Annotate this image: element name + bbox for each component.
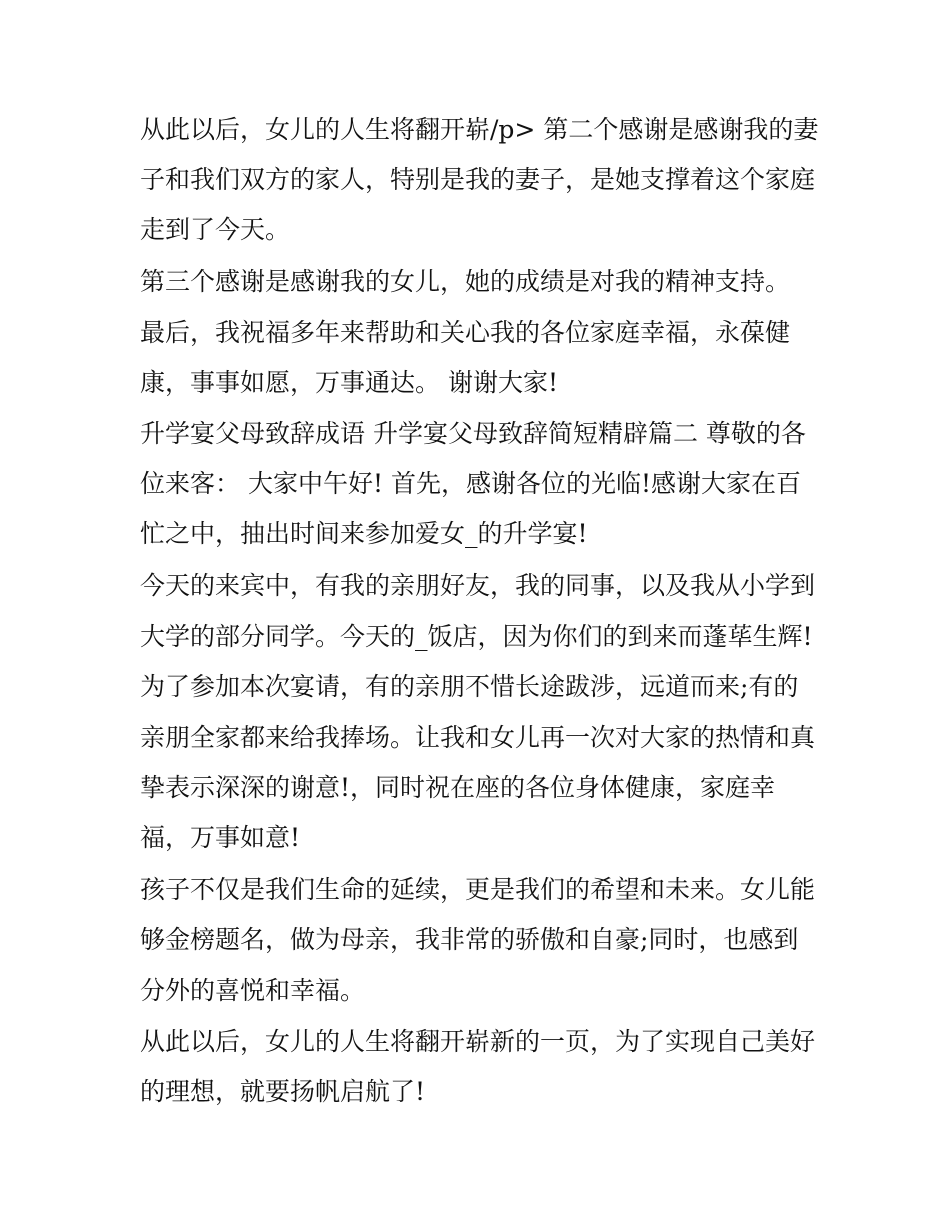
text-line: 从此以后，女儿的人生将翻开崭/p> 第二个感谢是感谢我的妻 — [140, 115, 819, 144]
text-line: 的理想，就要扬帆启航了! — [140, 1077, 426, 1106]
text-line: 今天的来宾中，有我的亲朋好友，我的同事，以及我从小学到 — [140, 571, 816, 600]
text-line: 够金榜题名，做为母亲，我非常的骄傲和自豪;同时，也感到 — [140, 925, 799, 954]
text-line: 从此以后，女儿的人生将翻开崭新的一页，为了实现自己美好 — [140, 1027, 816, 1056]
text-line: 为了参加本次宴请，有的亲朋不惜长途跋涉，远道而来;有的 — [140, 672, 799, 701]
text-line: 第三个感谢是感谢我的女儿，她的成绩是对我的精神支持。 — [140, 267, 791, 296]
text-line: 福，万事如意! — [140, 823, 301, 852]
text-line: 康，事事如愿，万事通达。 谢谢大家! — [140, 368, 558, 397]
text-line: 位来客： 大家中午好! 首先，感谢各位的光临!感谢大家在百 — [140, 469, 801, 498]
text-line: 升学宴父母致辞成语 升学宴父母致辞简短精辟篇二 尊敬的各 — [140, 419, 806, 448]
text-line: 亲朋全家都来给我捧场。让我和女儿再一次对大家的热情和真 — [140, 723, 816, 752]
text-line: 大学的部分同学。今天的_饭店，因为你们的到来而蓬荜生辉! — [140, 622, 813, 651]
text-line: 最后，我祝福多年来帮助和关心我的各位家庭幸福，永葆健 — [140, 318, 791, 347]
text-line: 孩子不仅是我们生命的延续，更是我们的希望和未来。女儿能 — [140, 875, 816, 904]
text-line: 走到了今天。 — [140, 215, 291, 244]
text-line: 分外的喜悦和幸福。 — [140, 976, 366, 1005]
text-line: 忙之中，抽出时间来参加爱女_的升学宴! — [140, 519, 588, 548]
text-line: 挚表示深深的谢意!，同时祝在座的各位身体健康，家庭幸 — [140, 773, 776, 802]
text-line: 子和我们双方的家人，特别是我的妻子，是她支撑着这个家庭 — [140, 165, 816, 194]
